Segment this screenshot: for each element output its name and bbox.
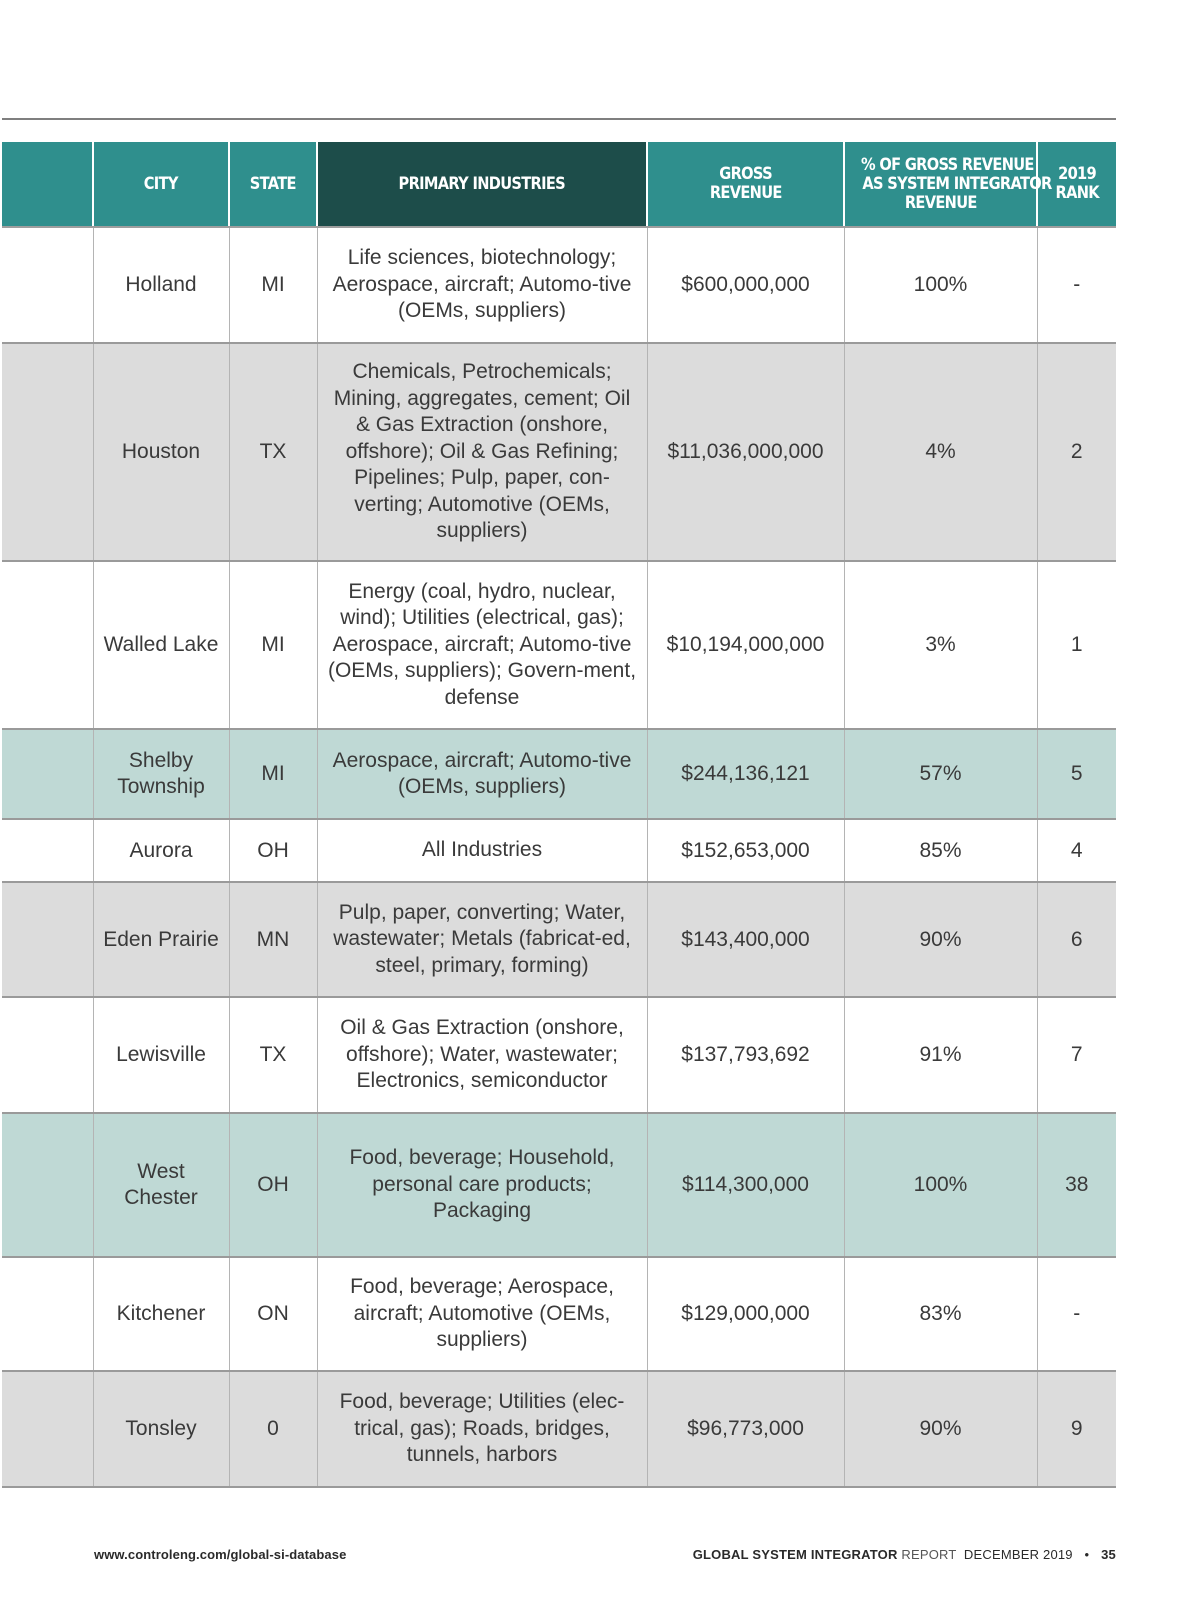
header-city: CITY — [93, 142, 229, 227]
state-cell: MI — [229, 561, 317, 729]
industries-cell: Pulp, paper, converting; Water, wastewater; Metals (fabricat-ed, steel, primary, forming) — [317, 882, 647, 997]
rank-cell: 9 — [1037, 1371, 1116, 1487]
rank-cell: - — [1037, 227, 1116, 343]
city-cell: Houston — [93, 343, 229, 561]
blank-cell — [2, 227, 93, 343]
header-primary-industries: PRIMARY INDUSTRIES — [317, 142, 647, 227]
percent-cell: 100% — [844, 1113, 1037, 1257]
industries-cell: Energy (coal, hydro, nuclear, wind); Utilities (electrical, gas); Aerospace, aircraft; Automo-tive (OEMs, suppliers); Govern-ment, defense — [317, 561, 647, 729]
city-cell: Lewisville — [93, 997, 229, 1113]
footer-report-title: GLOBAL SYSTEM INTEGRATOR — [692, 1547, 898, 1562]
industries-cell: Food, beverage; Utilities (elec-trical, gas); Roads, bridges, tunnels, harbors — [317, 1371, 647, 1487]
state-cell: MN — [229, 882, 317, 997]
rank-cell: 6 — [1037, 882, 1116, 997]
state-cell: OH — [229, 1113, 317, 1257]
revenue-cell: $143,400,000 — [647, 882, 844, 997]
percent-cell: 85% — [844, 819, 1037, 882]
header-row — [2, 142, 1116, 227]
header-2019-rank: 2019 RANK — [1037, 142, 1116, 227]
percent-cell: 100% — [844, 227, 1037, 343]
state-cell: ON — [229, 1257, 317, 1371]
percent-cell: 4% — [844, 343, 1037, 561]
state-cell: 0 — [229, 1371, 317, 1487]
percent-cell: 83% — [844, 1257, 1037, 1371]
revenue-cell: $10,194,000,000 — [647, 561, 844, 729]
state-cell: OH — [229, 819, 317, 882]
blank-cell — [2, 1371, 93, 1487]
rank-cell: 1 — [1037, 561, 1116, 729]
revenue-cell: $11,036,000,000 — [647, 343, 844, 561]
table-row — [2, 343, 1116, 561]
header-gross-revenue: GROSS REVENUE — [647, 142, 844, 227]
blank-cell — [2, 882, 93, 997]
state-cell: MI — [229, 729, 317, 819]
rank-cell: 7 — [1037, 997, 1116, 1113]
blank-cell — [2, 819, 93, 882]
rank-cell: 2 — [1037, 343, 1116, 561]
industries-cell: Oil & Gas Extraction (onshore, offshore); Water, wastewater; Electronics, semiconductor — [317, 997, 647, 1113]
table-row — [2, 1257, 1116, 1371]
header-percent-si-revenue: % OF GROSS REVENUE AS SYSTEM INTEGRATOR REVENUE — [844, 142, 1037, 227]
table-body — [2, 227, 1116, 1487]
table-row — [2, 561, 1116, 729]
blank-cell — [2, 997, 93, 1113]
table-row — [2, 729, 1116, 819]
footer-report-word: REPORT — [901, 1547, 957, 1562]
header-state: STATE — [229, 142, 317, 227]
revenue-cell: $600,000,000 — [647, 227, 844, 343]
city-cell: Kitchener — [93, 1257, 229, 1371]
revenue-cell: $244,136,121 — [647, 729, 844, 819]
table-row — [2, 227, 1116, 343]
blank-cell — [2, 1113, 93, 1257]
state-cell: TX — [229, 343, 317, 561]
rank-cell: - — [1037, 1257, 1116, 1371]
system-integrator-table — [2, 142, 1116, 1488]
industries-cell: Life sciences, biotechnology; Aerospace, aircraft; Automo-tive (OEMs, suppliers) — [317, 227, 647, 343]
percent-cell: 57% — [844, 729, 1037, 819]
table-row — [2, 1371, 1116, 1487]
city-cell: Walled Lake — [93, 561, 229, 729]
footer-url: www.controleng.com/global-si-database — [94, 1547, 347, 1562]
footer-report-line — [693, 1547, 1116, 1562]
rank-cell: 5 — [1037, 729, 1116, 819]
industries-cell: All Industries — [317, 819, 647, 882]
industries-cell: Aerospace, aircraft; Automo-tive (OEMs, suppliers) — [317, 729, 647, 819]
city-cell: Shelby Township — [93, 729, 229, 819]
industries-cell: Food, beverage; Aerospace, aircraft; Automotive (OEMs, suppliers) — [317, 1257, 647, 1371]
footer-issue: DECEMBER 2019 — [963, 1547, 1073, 1562]
footer-separator: • — [1084, 1547, 1090, 1562]
city-cell: Holland — [93, 227, 229, 343]
blank-cell — [2, 561, 93, 729]
table-row — [2, 819, 1116, 882]
percent-cell: 3% — [844, 561, 1037, 729]
top-rule — [2, 118, 1116, 120]
blank-cell — [2, 343, 93, 561]
percent-cell: 90% — [844, 882, 1037, 997]
table-row — [2, 997, 1116, 1113]
table-row — [2, 882, 1116, 997]
city-cell: West Chester — [93, 1113, 229, 1257]
state-cell: MI — [229, 227, 317, 343]
blank-cell — [2, 729, 93, 819]
blank-cell — [2, 1257, 93, 1371]
revenue-cell: $129,000,000 — [647, 1257, 844, 1371]
city-cell: Tonsley — [93, 1371, 229, 1487]
revenue-cell: $96,773,000 — [647, 1371, 844, 1487]
city-cell: Aurora — [93, 819, 229, 882]
rank-cell: 38 — [1037, 1113, 1116, 1257]
rank-cell: 4 — [1037, 819, 1116, 882]
industries-cell: Food, beverage; Household, personal care products; Packaging — [317, 1113, 647, 1257]
table-row — [2, 1113, 1116, 1257]
revenue-cell: $152,653,000 — [647, 819, 844, 882]
header-blank — [2, 142, 93, 227]
revenue-cell: $114,300,000 — [647, 1113, 844, 1257]
footer-page-number: 35 — [1101, 1547, 1116, 1562]
state-cell: TX — [229, 997, 317, 1113]
industries-cell: Chemicals, Petrochemicals; Mining, aggregates, cement; Oil & Gas Extraction (onshore, offshore); Oil & Gas Refining; Pipelines; Pulp, paper, con-verting; Automotive (OEMs, suppliers) — [317, 343, 647, 561]
revenue-cell: $137,793,692 — [647, 997, 844, 1113]
percent-cell: 90% — [844, 1371, 1037, 1487]
city-cell: Eden Prairie — [93, 882, 229, 997]
percent-cell: 91% — [844, 997, 1037, 1113]
